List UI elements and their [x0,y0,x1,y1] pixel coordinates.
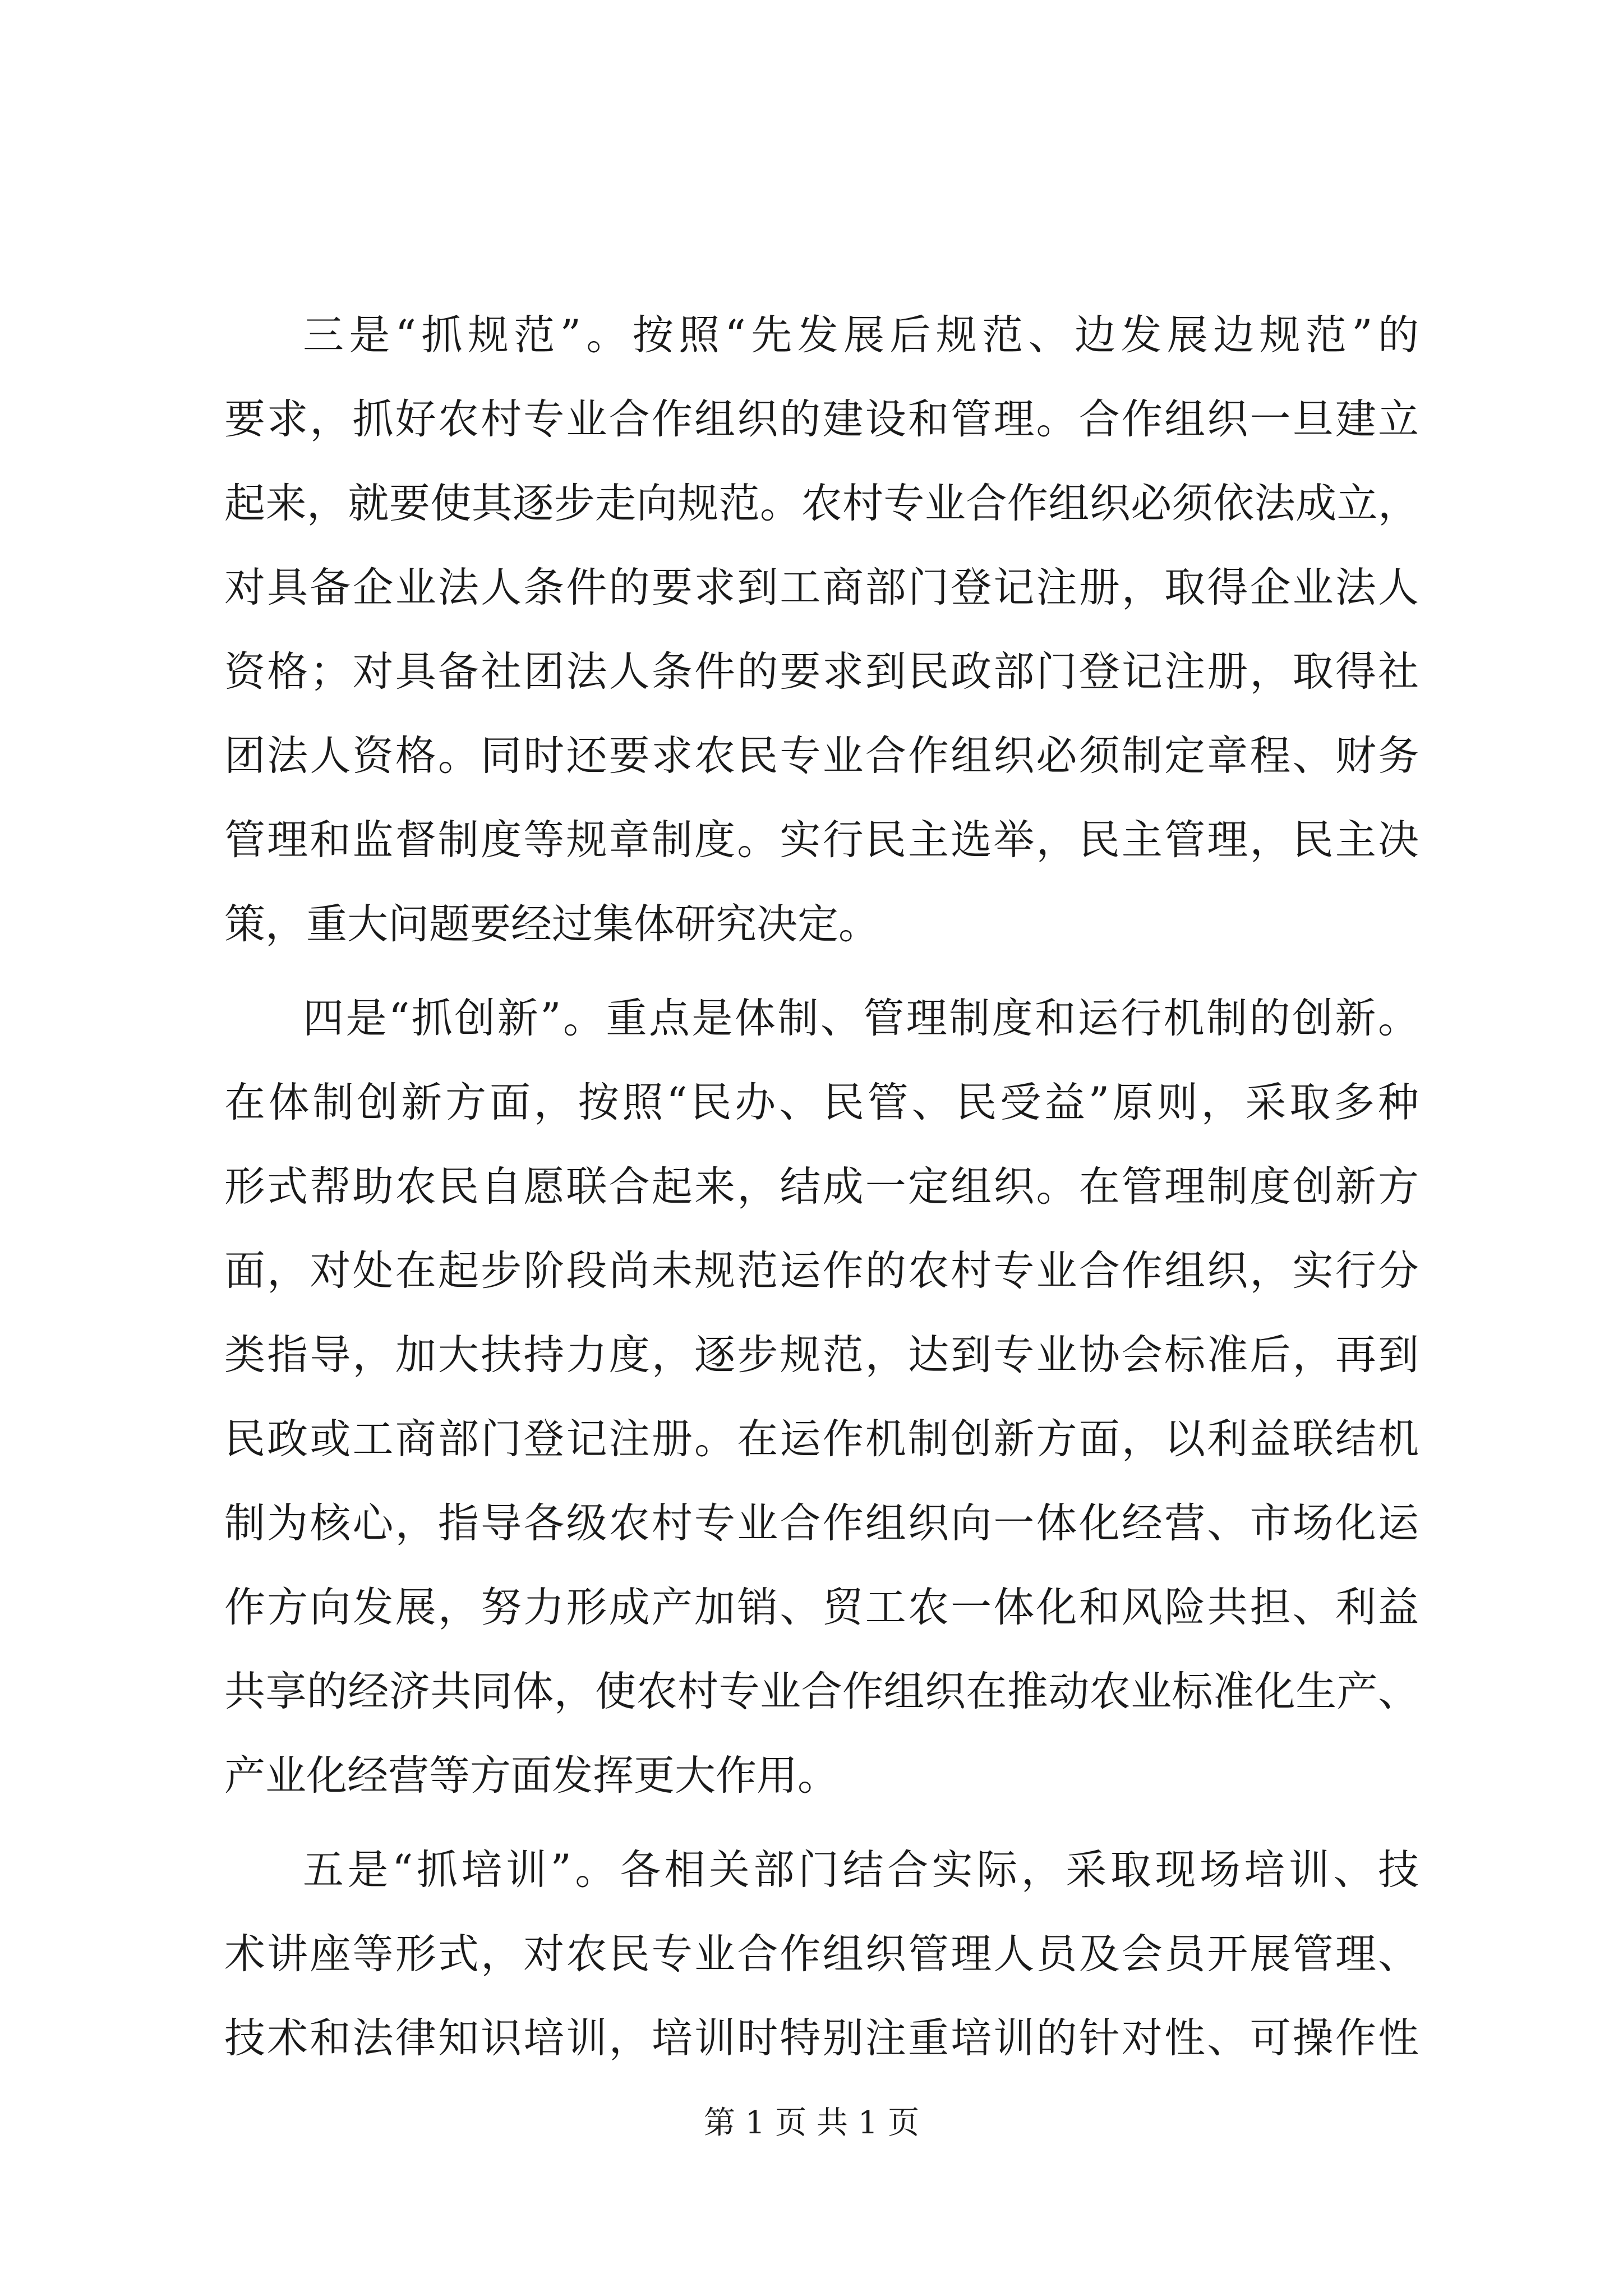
paragraph-1-line-8: 策，重大问题要经过集体研究决定。 [224,900,879,948]
paragraph-2-line-5: 类指导，加大扶持力度，逐步规范，达到专业协会标准后，再到 [224,1331,1419,1379]
paragraph-2-line-10: 产业化经营等方面发挥更大作用。 [224,1752,838,1800]
paragraph-2-line-2: 在体制创新方面，按照“民办、民管、民受益”原则，采取多种 [224,1079,1419,1126]
paragraph-1-line-5: 资格；对具备社团法人条件的要求到民政部门登记注册，取得社 [224,648,1419,696]
paragraph-2-line-6: 民政或工商部门登记注册。在运作机制创新方面，以利益联结机 [224,1415,1419,1463]
paragraph-2-line-7: 制为核心，指导各级农村专业合作组织向一体化经营、市场化运 [224,1499,1419,1547]
page-footer: 第 1 页 共 1 页 [703,2105,920,2141]
paragraph-2-line-1: 四是“抓创新”。重点是体制、管理制度和运行机制的创新。 [303,995,1419,1042]
paragraph-1-line-7: 管理和监督制度等规章制度。实行民主选举，民主管理，民主决 [224,816,1419,864]
paragraph-1-line-2: 要求，抓好农村专业合作组织的建设和管理。合作组织一旦建立 [224,395,1419,443]
paragraph-1-line-4: 对具备企业法人条件的要求到工商部门登记注册，取得企业法人 [224,564,1419,611]
paragraph-3-line-1: 五是“抓培训”。各相关部门结合实际，采取现场培训、技 [303,1846,1419,1894]
paragraph-2-line-3: 形式帮助农民自愿联合起来，结成一定组织。在管理制度创新方 [224,1163,1419,1211]
paragraph-2-line-4: 面，对处在起步阶段尚未规范运作的农村专业合作组织，实行分 [224,1247,1419,1295]
paragraph-1-line-1: 三是“抓规范”。按照“先发展后规范、边发展边规范”的 [303,311,1419,359]
paragraph-3-line-2: 术讲座等形式，对农民专业合作组织管理人员及会员开展管理、 [224,1930,1419,1978]
paragraph-1-line-3: 起来，就要使其逐步走向规范。农村专业合作组织必须依法成立， [224,480,1419,527]
paragraph-2-line-9: 共享的经济共同体，使农村专业合作组织在推动农业标准化生产、 [224,1668,1419,1715]
paragraph-2-line-8: 作方向发展，努力形成产加销、贸工农一体化和风险共担、利益 [224,1584,1419,1631]
paragraph-1-line-6: 团法人资格。同时还要求农民专业合作组织必须制定章程、财务 [224,732,1419,780]
paragraph-3-line-3: 技术和法律知识培训，培训时特别注重培训的针对性、可操作性 [224,2014,1419,2062]
